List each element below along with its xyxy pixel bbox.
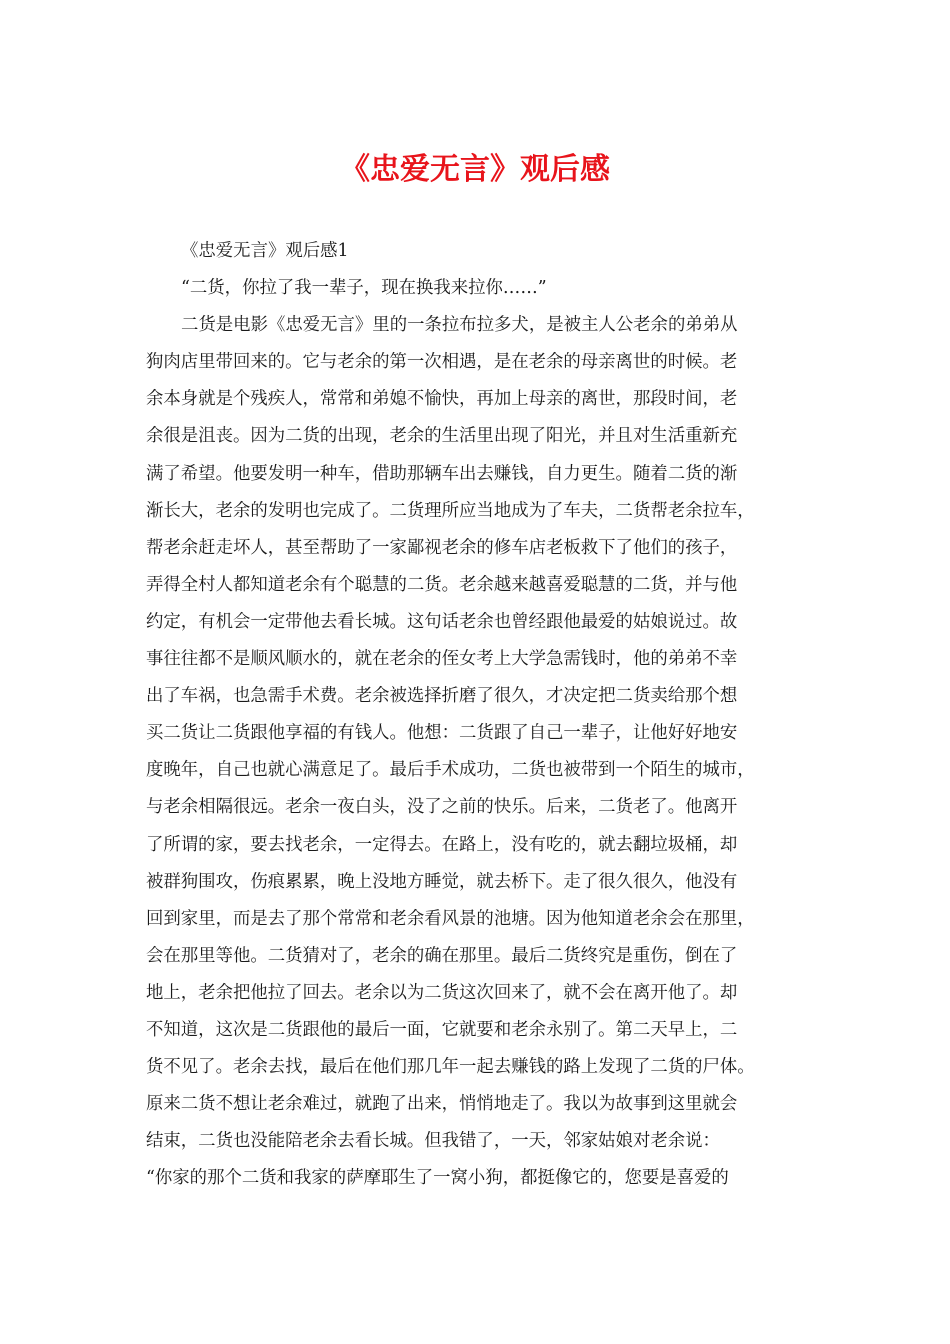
text-line: 约定，有机会一定带他去看长城。这句话老余也曾经跟他最爱的姑娘说过。故 — [146, 611, 738, 632]
text-line: 结束，二货也没能陪老余去看长城。但我错了，一天，邻家姑娘对老余说： — [146, 1131, 720, 1152]
text-line: 地上，老余把他拉了回去。老余以为二货这次回来了，就不会在离开他了。却 — [146, 982, 738, 1003]
text-line: 货不见了。老余去找，最后在他们那几年一起去赚钱的路上发现了二货的尸体。 — [146, 1057, 755, 1078]
text-line: 了所谓的家，要去找老余，一定得去。在路上，没有吃的，就去翻垃圾桶，却 — [146, 834, 738, 855]
text-line: 回到家里，而是去了那个常常和老余看风景的池塘。因为他知道老余会在那里， — [146, 908, 755, 929]
text-line: 会在那里等他。二货猜对了，老余的确在那里。最后二货终究是重伤，倒在了 — [146, 945, 738, 966]
text-line: “你家的那个二货和我家的萨摩耶生了一窝小狗，都挺像它的，您要是喜爱的 — [146, 1168, 729, 1189]
text-line: 渐长大，老余的发明也完成了。二货理所应当地成为了车夫，二货帮老余拉车， — [146, 500, 755, 521]
text-line: 满了希望。他要发明一种车，借助那辆车出去赚钱，自力更生。随着二货的渐 — [146, 463, 738, 484]
text-line: 被群狗围攻，伤痕累累，晚上没地方睡觉，就去桥下。走了很久很久，他没有 — [146, 871, 738, 892]
text-line: 弄得全村人都知道老余有个聪慧的二货。老余越来越喜爱聪慧的二货，并与他 — [146, 574, 738, 595]
document-title: 《忠爱无言》观后感 — [340, 152, 610, 187]
text-line: 二货是电影《忠爱无言》里的一条拉布拉多犬，是被主人公老余的弟弟从 — [181, 315, 738, 336]
text-line: 出了车祸，也急需手术费。老余被选择折磨了很久，才决定把二货卖给那个想 — [146, 686, 738, 707]
text-line: 余本身就是个残疾人，常常和弟媳不愉快，再加上母亲的离世，那段时间，老 — [146, 389, 738, 410]
text-line: 与老余相隔很远。老余一夜白头，没了之前的快乐。后来，二货老了。他离开 — [146, 797, 738, 818]
document-body — [146, 233, 811, 1197]
text-line: 帮老余赶走坏人，甚至帮助了一家鄙视老余的修车店老板救下了他们的孩子， — [146, 537, 738, 558]
text-line: 事往往都不是顺风顺水的，就在老余的侄女考上大学急需钱时，他的弟弟不幸 — [146, 649, 738, 670]
opening-quote: “二货，你拉了我一辈子，现在换我来拉你……” — [181, 278, 547, 299]
text-line: 度晚年，自己也就心满意足了。最后手术成功，二货也被带到一个陌生的城市， — [146, 760, 755, 781]
text-line: 不知道，这次是二货跟他的最后一面，它就要和老余永别了。第二天早上，二 — [146, 1019, 738, 1040]
text-line: 原来二货不想让老余难过，就跑了出来，悄悄地走了。我以为故事到这里就会 — [146, 1094, 738, 1115]
text-line: 买二货让二货跟他享福的有钱人。他想：二货跟了自己一辈子，让他好好地安 — [146, 723, 738, 744]
text-line: 余很是沮丧。因为二货的出现，老余的生活里出现了阳光，并且对生活重新充 — [146, 426, 738, 447]
section-heading: 《忠爱无言》观后感1 — [181, 241, 349, 261]
text-line: 狗肉店里带回来的。它与老余的第一次相遇，是在老余的母亲离世的时候。老 — [146, 352, 738, 373]
